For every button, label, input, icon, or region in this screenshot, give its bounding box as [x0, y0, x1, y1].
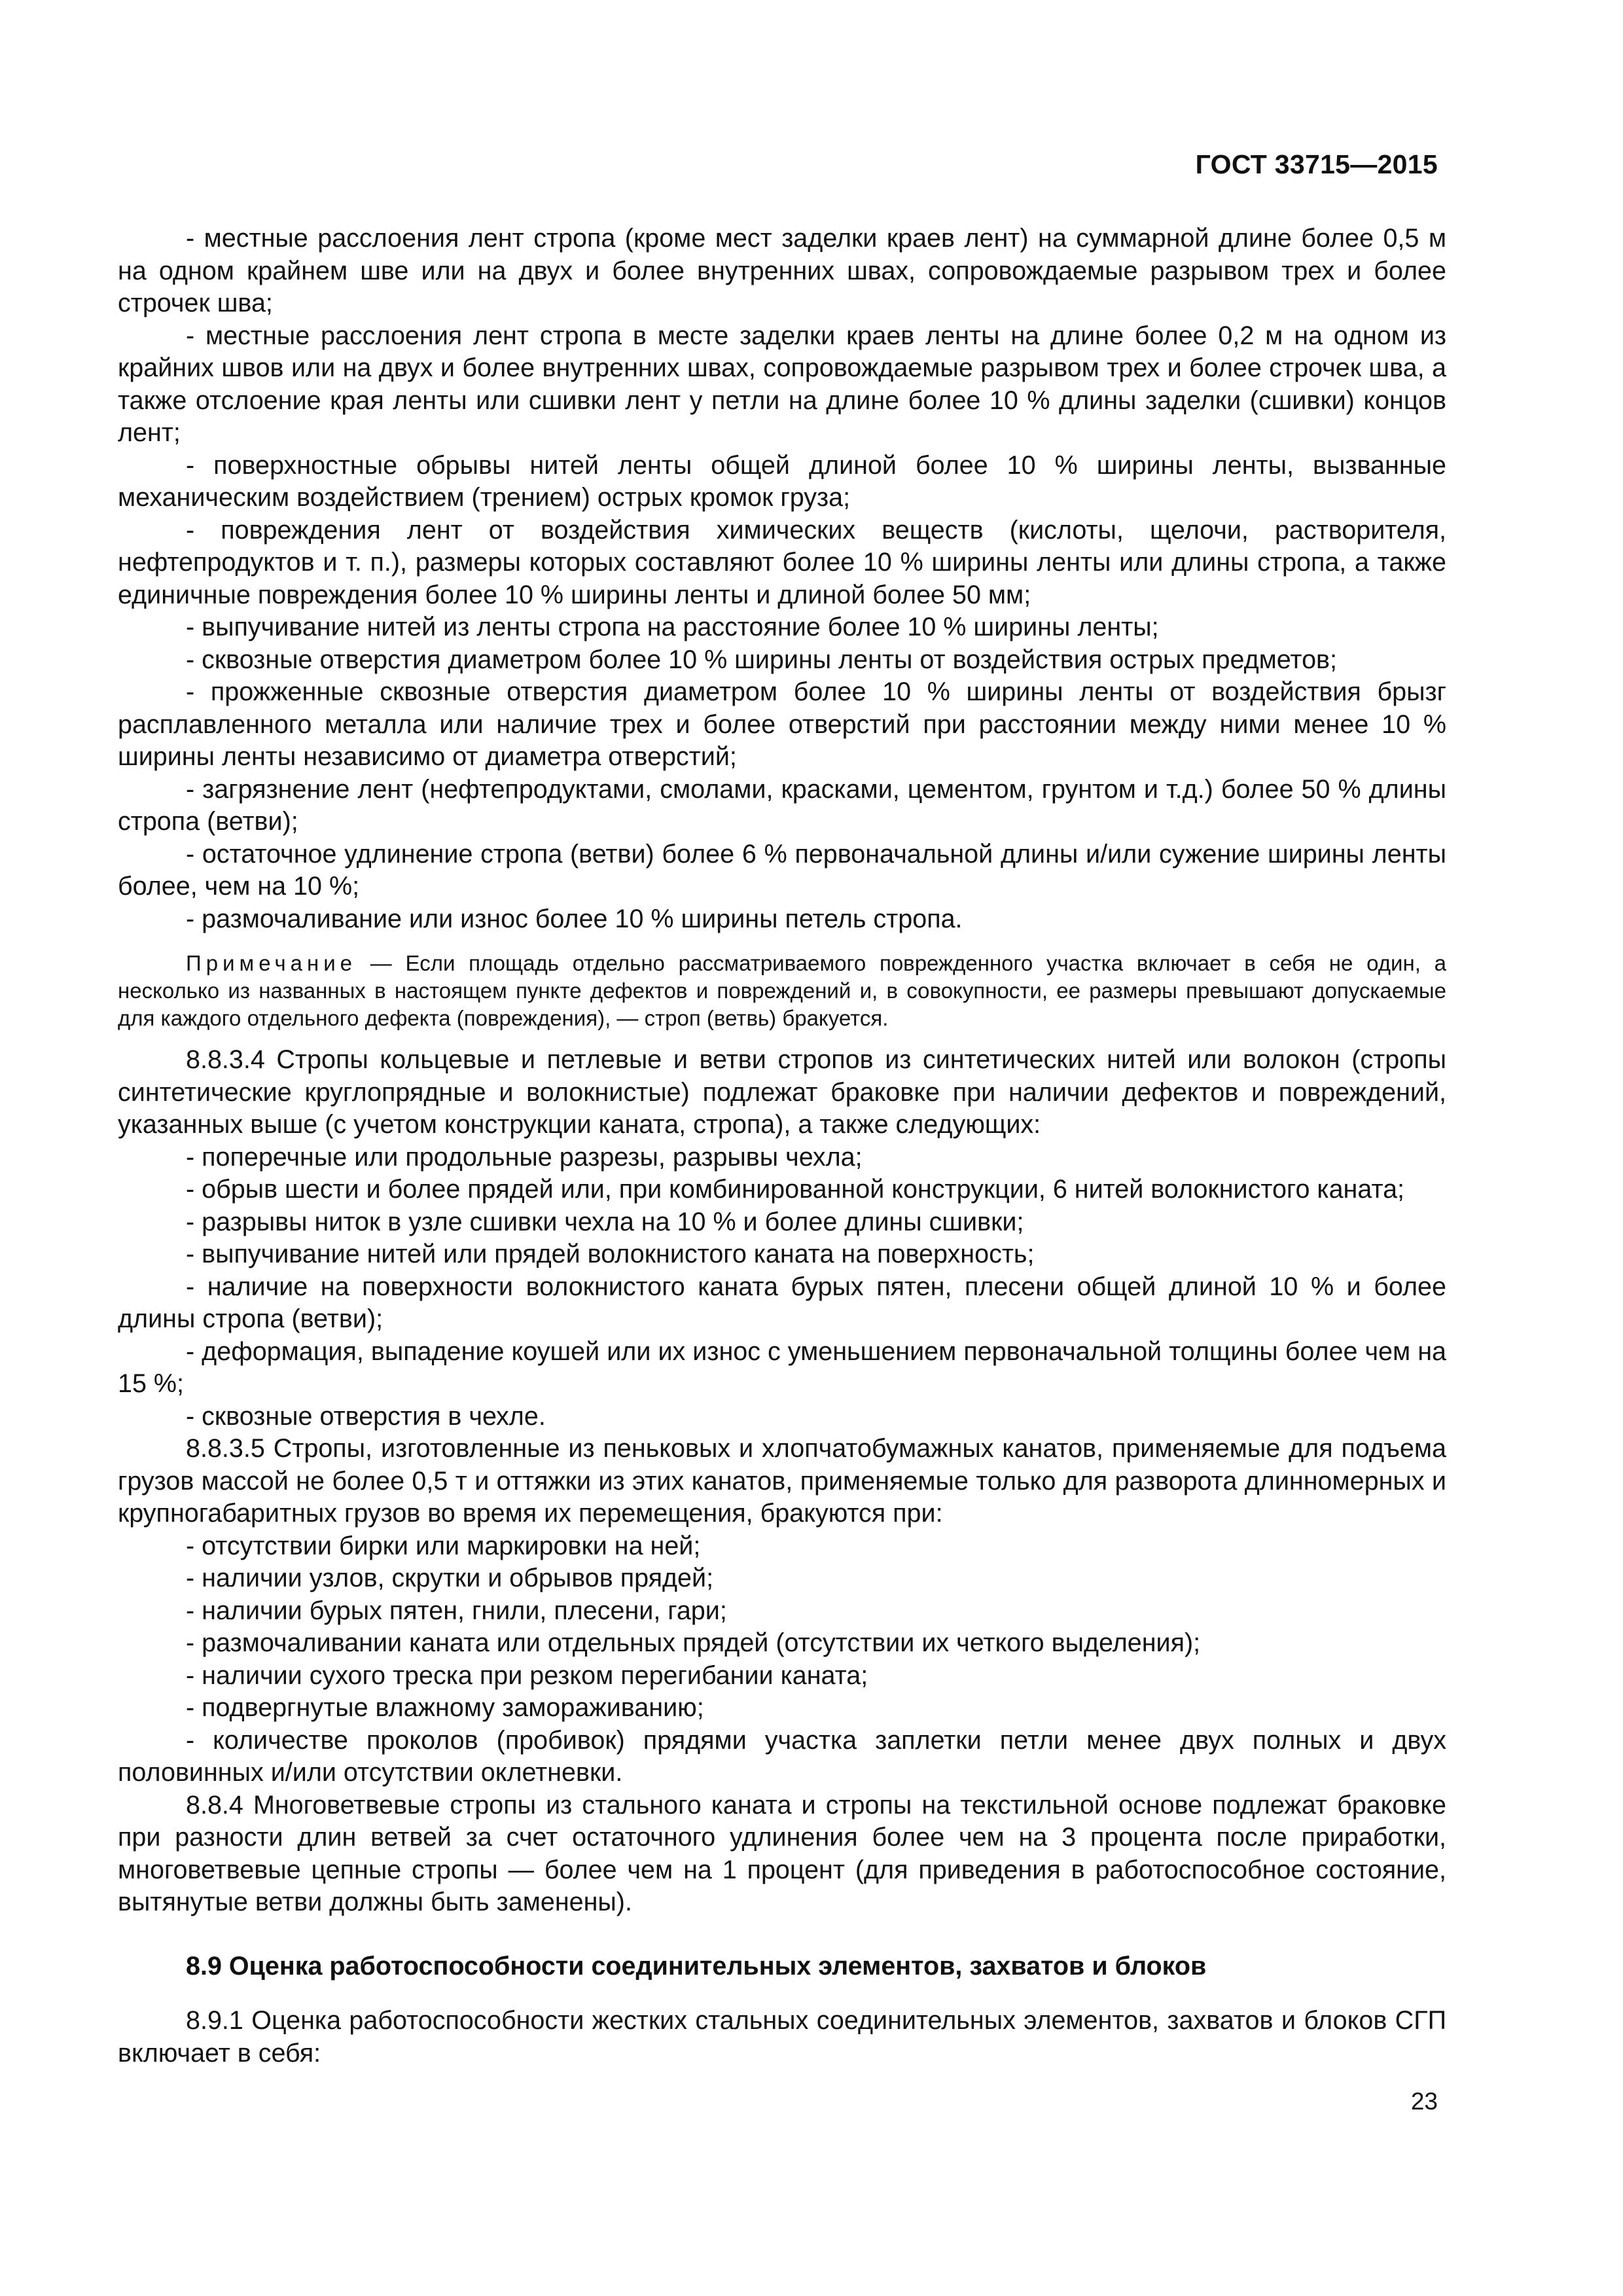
list-item: - местные расслоения лент стропа в месте заделки краев ленты на длине более 0,2 м на одном из крайних швов или на двух и более внутренних швах, сопровождаемые разрывом трех и более строчек шва, а также отслоение края ленты или сшивки лент у петли на длине более 10 % длины заделки (сшивки) концов лент;: [118, 321, 1446, 447]
list-item: - количестве проколов (пробивок) прядями участка заплетки петли менее двух полных и двух половинных и/или отсутствии оклетневки.: [118, 1725, 1446, 1787]
note-text: — Если площадь отдельно рассматриваемого поврежденного участка включает в себя не один, а несколько из названных в настоящем пункте дефектов и повреждений и, в совокупности, ее размеры превышают допускаемые для каждого отдельного дефекта (повреждения), — строп (ветвь) бракуется.: [118, 951, 1446, 1030]
note-block: [118, 950, 1446, 1032]
clause-8-8-3-5: 8.8.3.5 Стропы, изготовленные из пеньковых и хлопчатобумажных канатов, применяемые для подъема грузов массой не более 0,5 т и оттяжки из этих канатов, применяемые только для разворота длинномерных и крупногабаритных грузов во время их перемещения, бракуются при:: [118, 1434, 1446, 1528]
list-item: - наличие на поверхности волокнистого каната бурых пятен, плесени общей длиной 10 % и более длины стропа (ветви);: [118, 1272, 1446, 1333]
clause-8-8-4: 8.8.4 Многоветвевые стропы из стального каната и стропы на текстильной основе подлежат браковке при разности длин ветвей за счет остаточного удлинения более чем на 3 процента после приработки, многоветвевые цепные стропы — более чем на 1 процент (для приведения в работоспособное состояние, вытянутые ветви должны быть заменены).: [118, 1790, 1446, 1916]
list-item: - остаточное удлинение стропа (ветви) более 6 % первоначальной длины и/или сужение ширины ленты более, чем на 10 %;: [118, 839, 1446, 901]
list-item: - обрыв шести и более прядей или, при комбинированной конструкции, 6 нитей волокнистого каната;: [186, 1175, 1405, 1204]
section-heading: 8.9 Оценка работоспособности соединительных элементов, захватов и блоков: [186, 1951, 1207, 1981]
list-item: - поверхностные обрывы нитей ленты общей длиной более 10 % ширины ленты, вызванные механическим воздействием (трением) острых кромок груза;: [118, 450, 1446, 512]
list-item: - разрывы ниток в узле сшивки чехла на 10 % и более длины сшивки;: [186, 1207, 1024, 1236]
list-item: - прожженные сквозные отверстия диаметром более 10 % ширины ленты от воздействия брызг расплавленного металла или наличие трех и более отверстий при расстоянии между ними менее 10 % ширины ленты независимо от диаметра отверстий;: [118, 677, 1446, 771]
page-body: [118, 223, 1446, 2070]
list-item: - деформация, выпадение коушей или их износ с уменьшением первоначальной толщины более чем на 15 %;: [118, 1336, 1446, 1398]
list-item: - загрязнение лент (нефтепродуктами, смолами, красками, цементом, грунтом и т.д.) более 50 % длины стропа (ветви);: [118, 774, 1446, 836]
list-item: - сквозные отверстия диаметром более 10 % ширины ленты от воздействия острых предметов;: [186, 645, 1338, 674]
list-item: - подвергнутые влажному замораживанию;: [186, 1693, 704, 1722]
list-item: - местные расслоения лент стропа (кроме мест заделки краев лент) на суммарной длине более 0,5 м на одном крайнем шве или на двух и более внутренних швах, сопровождаемые разрывом трех и более строчек шва;: [118, 224, 1446, 317]
list-item: - размочаливании каната или отдельных прядей (отсутствии их четкого выделения);: [186, 1628, 1201, 1657]
clause-8-8-3-4: 8.8.3.4 Стропы кольцевые и петлевые и ветви стропов из синтетических нитей или волокон (стропы синтетические круглопрядные и волокнистые) подлежат браковке при наличии дефектов и повреждений, указанных выше (с учетом конструкции каната, стропа), а также следующих:: [118, 1045, 1446, 1139]
page-number: 23: [1410, 2088, 1438, 2115]
list-item: - наличии узлов, скрутки и обрывов прядей;: [186, 1564, 714, 1592]
list-item: - отсутствии бирки или маркировки на ней;: [186, 1531, 701, 1560]
list-item: - выпучивание нитей или прядей волокнистого каната на поверхность;: [186, 1240, 1035, 1268]
clause-8-9-1: 8.9.1 Оценка работоспособности жестких стальных соединительных элементов, захватов и блоков СГП включает в себя:: [118, 2006, 1446, 2068]
list-item: - наличии бурых пятен, гнили, плесени, гари;: [186, 1596, 727, 1625]
standard-header: ГОСТ 33715—2015: [1195, 149, 1438, 179]
list-item: - поперечные или продольные разрезы, разрывы чехла;: [186, 1142, 863, 1172]
list-item: - выпучивание нитей из ленты стропа на расстояние более 10 % ширины ленты;: [186, 613, 1159, 641]
list-item: - повреждения лент от воздействия химических веществ (кислоты, щелочи, растворителя, нефтепродуктов и т. п.), размеры которых составляют более 10 % ширины ленты или длины стропа, а также единичные повреждения более 10 % ширины ленты и длиной более 50 мм;: [118, 515, 1446, 609]
note-label: Примечание: [186, 951, 357, 975]
list-item: - размочаливание или износ более 10 % ширины петель стропа.: [186, 904, 963, 933]
list-item: - сквозные отверстия в чехле.: [186, 1401, 546, 1431]
list-item: - наличии сухого треска при резком перегибании каната;: [186, 1660, 868, 1690]
